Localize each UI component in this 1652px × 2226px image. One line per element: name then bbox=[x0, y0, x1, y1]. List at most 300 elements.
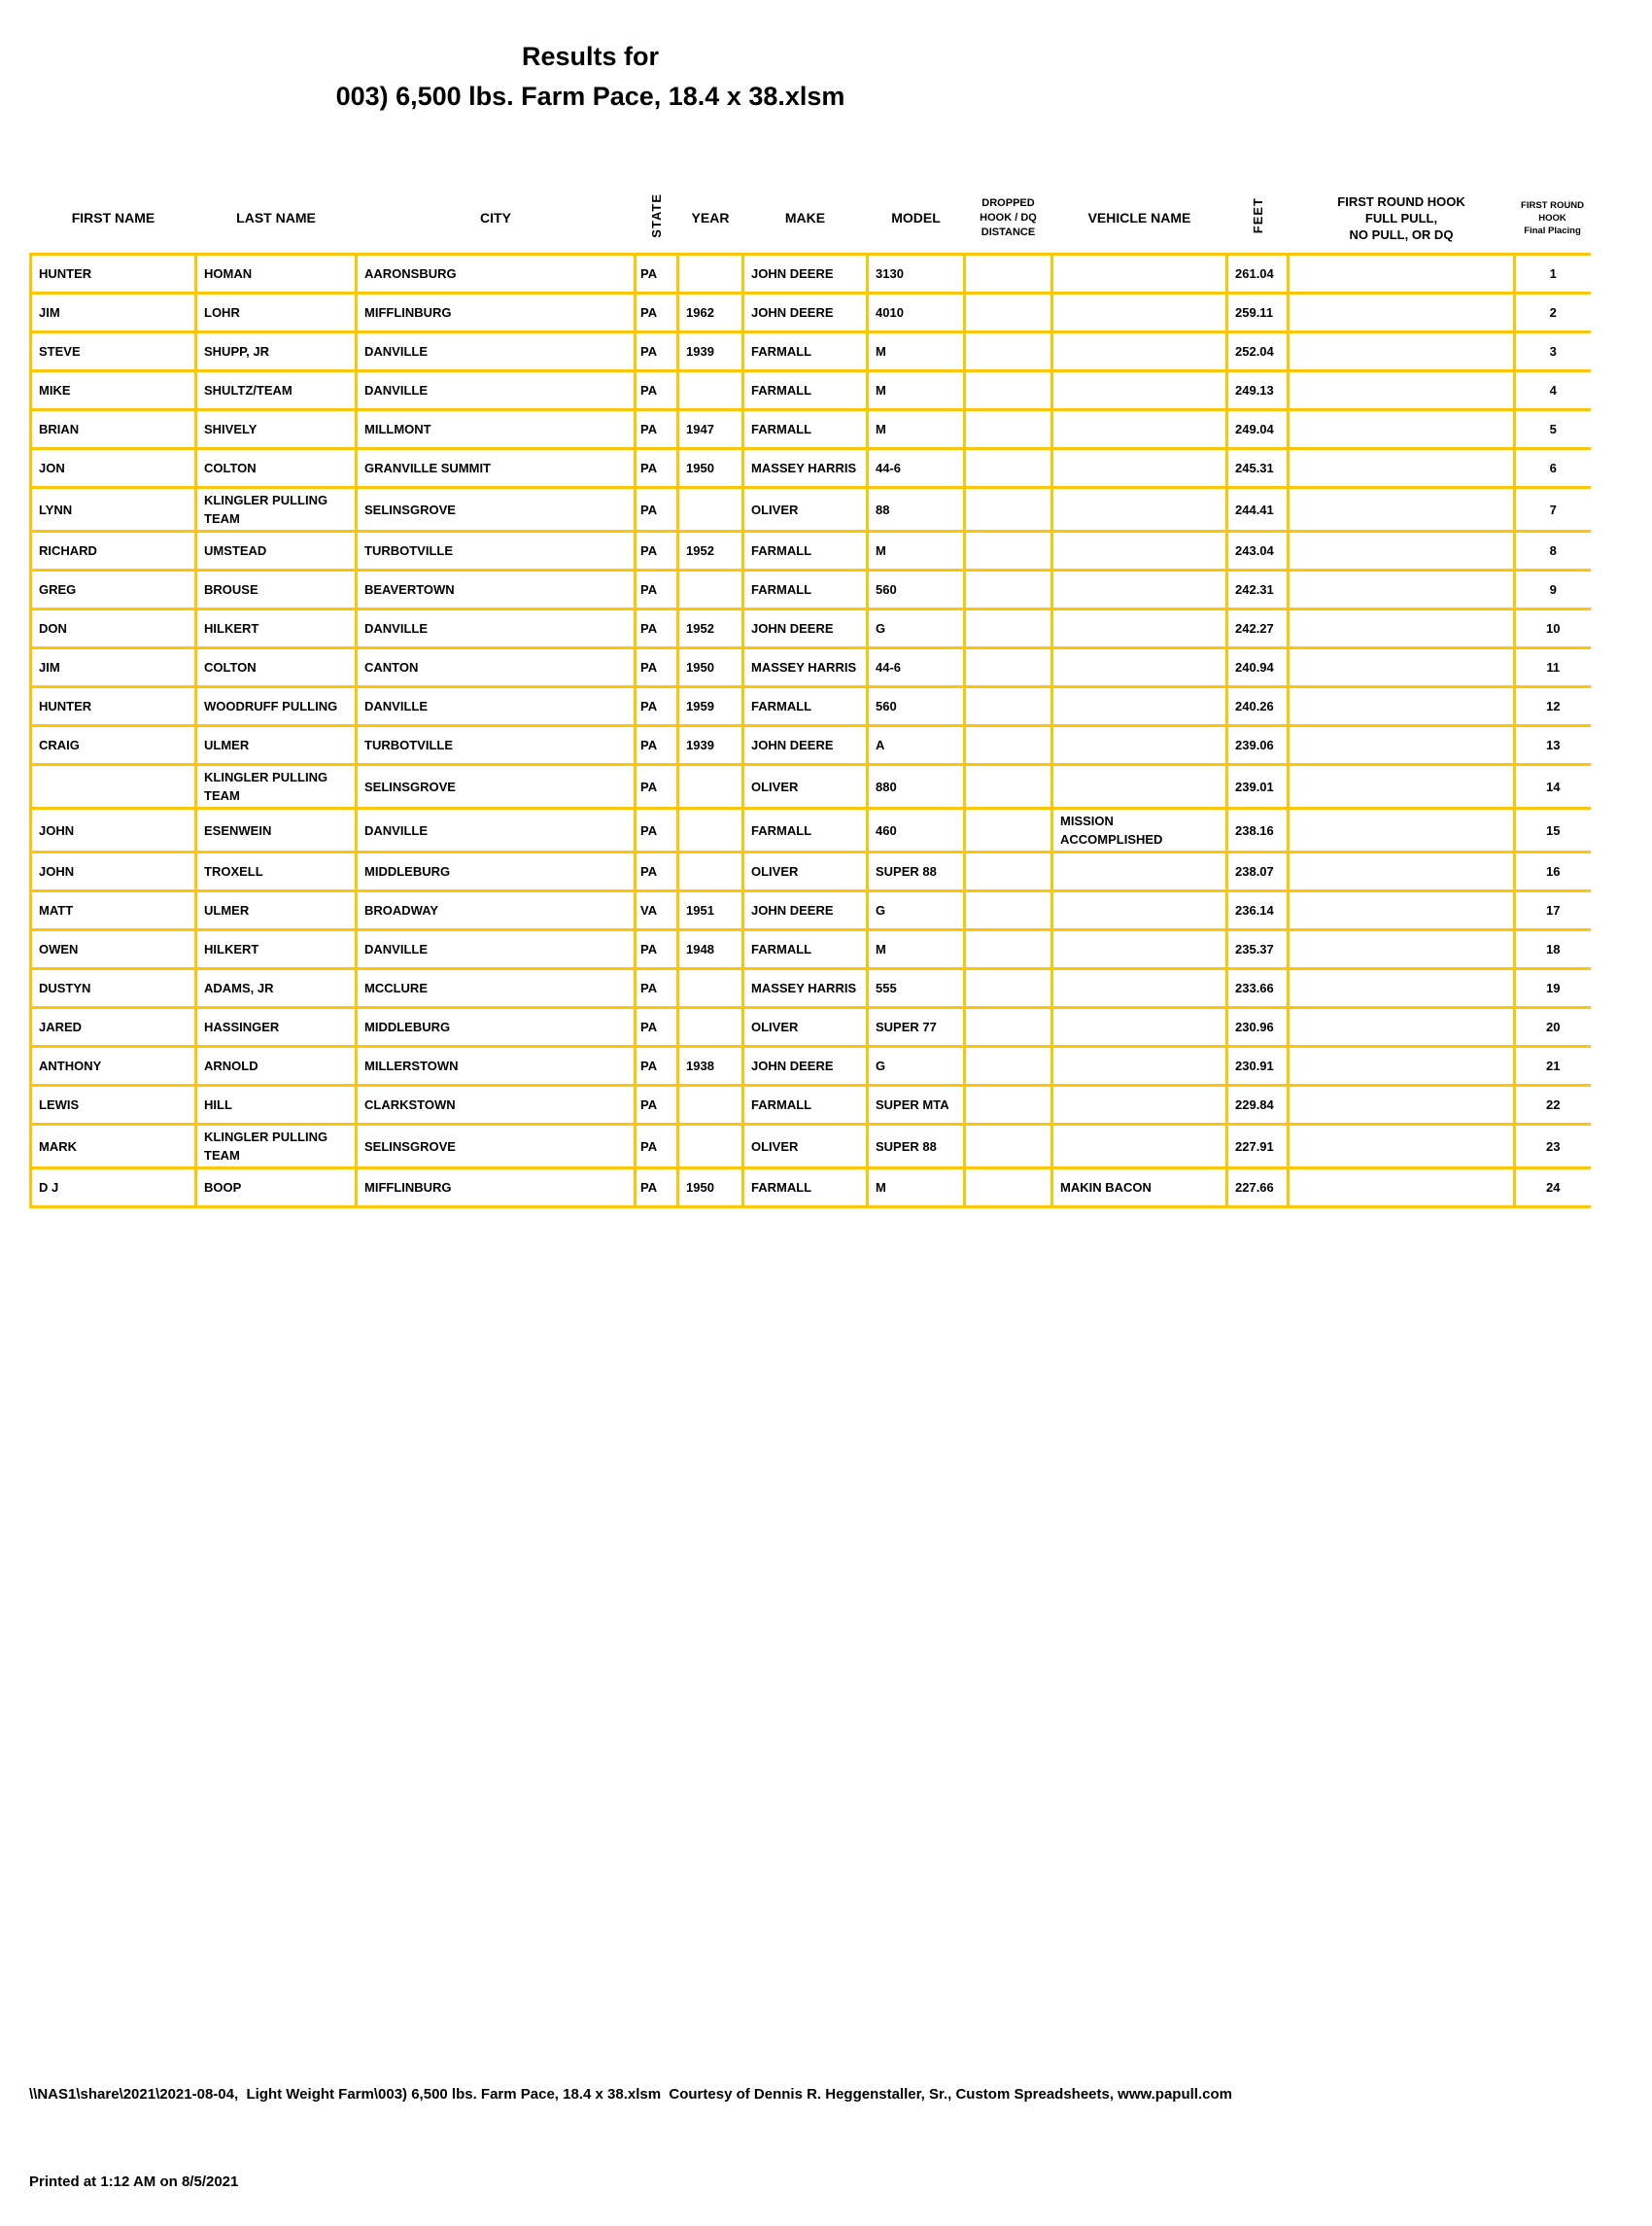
table-row bbox=[31, 1086, 1591, 1125]
cell-year: 1951 bbox=[678, 891, 743, 930]
cell-feet: 240.94 bbox=[1227, 648, 1289, 687]
cell-frh bbox=[1289, 930, 1515, 969]
table-body bbox=[31, 255, 1591, 1207]
cell-make: JOHN DEERE bbox=[743, 891, 868, 930]
cell-make: JOHN DEERE bbox=[743, 1047, 868, 1086]
cell-vehicle bbox=[1052, 1086, 1227, 1125]
cell-placing: 18 bbox=[1515, 930, 1591, 969]
cell-year bbox=[678, 1008, 743, 1047]
cell-make: FARMALL bbox=[743, 1086, 868, 1125]
cell-make: JOHN DEERE bbox=[743, 609, 868, 648]
cell-model: A bbox=[868, 726, 965, 765]
cell-dropped bbox=[965, 930, 1052, 969]
cell-model: 560 bbox=[868, 571, 965, 609]
cell-year bbox=[678, 1086, 743, 1125]
cell-make: FARMALL bbox=[743, 1168, 868, 1207]
cell-vehicle bbox=[1052, 488, 1227, 532]
cell-year bbox=[678, 571, 743, 609]
cell-last: HILL bbox=[196, 1086, 357, 1125]
vertical-header-label: FEET bbox=[1250, 197, 1265, 234]
column-header-year: YEAR bbox=[678, 183, 743, 255]
cell-dropped bbox=[965, 1168, 1052, 1207]
table-row bbox=[31, 255, 1591, 294]
cell-frh bbox=[1289, 852, 1515, 891]
cell-first: ANTHONY bbox=[31, 1047, 196, 1086]
cell-make: OLIVER bbox=[743, 852, 868, 891]
results-table bbox=[29, 183, 1591, 1208]
cell-placing: 23 bbox=[1515, 1125, 1591, 1168]
cell-vehicle bbox=[1052, 332, 1227, 371]
cell-feet: 236.14 bbox=[1227, 891, 1289, 930]
cell-state: PA bbox=[636, 852, 678, 891]
cell-year: 1962 bbox=[678, 294, 743, 332]
cell-placing: 9 bbox=[1515, 571, 1591, 609]
cell-make: MASSEY HARRIS bbox=[743, 648, 868, 687]
table-row bbox=[31, 449, 1591, 488]
column-header-model: MODEL bbox=[868, 183, 965, 255]
cell-vehicle bbox=[1052, 930, 1227, 969]
cell-model: SUPER 88 bbox=[868, 852, 965, 891]
cell-dropped bbox=[965, 1047, 1052, 1086]
cell-last: ESENWEIN bbox=[196, 809, 357, 852]
cell-state: PA bbox=[636, 571, 678, 609]
cell-feet: 239.01 bbox=[1227, 765, 1289, 809]
cell-last: HOMAN bbox=[196, 255, 357, 294]
cell-model: 555 bbox=[868, 969, 965, 1008]
cell-placing: 4 bbox=[1515, 371, 1591, 410]
cell-last: LOHR bbox=[196, 294, 357, 332]
cell-state: PA bbox=[636, 809, 678, 852]
cell-last: TROXELL bbox=[196, 852, 357, 891]
cell-vehicle bbox=[1052, 687, 1227, 726]
table-row bbox=[31, 294, 1591, 332]
cell-vehicle bbox=[1052, 255, 1227, 294]
cell-first: HUNTER bbox=[31, 255, 196, 294]
cell-placing: 16 bbox=[1515, 852, 1591, 891]
cell-state: PA bbox=[636, 609, 678, 648]
cell-make: FARMALL bbox=[743, 410, 868, 449]
cell-city: GRANVILLE SUMMIT bbox=[357, 449, 636, 488]
cell-last: HILKERT bbox=[196, 930, 357, 969]
cell-frh bbox=[1289, 1047, 1515, 1086]
cell-frh bbox=[1289, 891, 1515, 930]
cell-city: MIFFLINBURG bbox=[357, 294, 636, 332]
cell-dropped bbox=[965, 852, 1052, 891]
table-row bbox=[31, 488, 1591, 532]
table-row bbox=[31, 532, 1591, 571]
cell-last: SHUPP, JR bbox=[196, 332, 357, 371]
cell-state: PA bbox=[636, 648, 678, 687]
cell-last: ADAMS, JR bbox=[196, 969, 357, 1008]
cell-model: SUPER MTA bbox=[868, 1086, 965, 1125]
cell-model: SUPER 77 bbox=[868, 1008, 965, 1047]
cell-state: PA bbox=[636, 726, 678, 765]
cell-vehicle bbox=[1052, 410, 1227, 449]
cell-year bbox=[678, 765, 743, 809]
cell-year: 1950 bbox=[678, 449, 743, 488]
cell-make: FARMALL bbox=[743, 532, 868, 571]
cell-placing: 14 bbox=[1515, 765, 1591, 809]
cell-year bbox=[678, 969, 743, 1008]
cell-feet: 230.96 bbox=[1227, 1008, 1289, 1047]
cell-placing: 24 bbox=[1515, 1168, 1591, 1207]
cell-first: JOHN bbox=[31, 809, 196, 852]
cell-dropped bbox=[965, 488, 1052, 532]
cell-dropped bbox=[965, 891, 1052, 930]
cell-model: 44-6 bbox=[868, 449, 965, 488]
cell-first: JON bbox=[31, 449, 196, 488]
cell-model: 3130 bbox=[868, 255, 965, 294]
table-row bbox=[31, 1168, 1591, 1207]
cell-last: COLTON bbox=[196, 449, 357, 488]
cell-city: DANVILLE bbox=[357, 371, 636, 410]
cell-model: M bbox=[868, 1168, 965, 1207]
cell-year: 1950 bbox=[678, 648, 743, 687]
cell-city: MIFFLINBURG bbox=[357, 1168, 636, 1207]
table-row bbox=[31, 969, 1591, 1008]
cell-frh bbox=[1289, 1008, 1515, 1047]
cell-first: JIM bbox=[31, 648, 196, 687]
cell-dropped bbox=[965, 648, 1052, 687]
cell-make: FARMALL bbox=[743, 809, 868, 852]
cell-state: PA bbox=[636, 255, 678, 294]
cell-frh bbox=[1289, 449, 1515, 488]
cell-frh bbox=[1289, 532, 1515, 571]
cell-dropped bbox=[965, 449, 1052, 488]
cell-first: LEWIS bbox=[31, 1086, 196, 1125]
cell-state: PA bbox=[636, 410, 678, 449]
cell-feet: 261.04 bbox=[1227, 255, 1289, 294]
table-row bbox=[31, 765, 1591, 809]
column-header-dropped: DROPPED HOOK / DQ DISTANCE bbox=[965, 183, 1052, 255]
cell-last: KLINGLER PULLING TEAM bbox=[196, 488, 357, 532]
cell-feet: 240.26 bbox=[1227, 687, 1289, 726]
cell-model: G bbox=[868, 1047, 965, 1086]
cell-city: BEAVERTOWN bbox=[357, 571, 636, 609]
cell-placing: 21 bbox=[1515, 1047, 1591, 1086]
cell-model: 4010 bbox=[868, 294, 965, 332]
table-row bbox=[31, 648, 1591, 687]
cell-first: HUNTER bbox=[31, 687, 196, 726]
cell-city: SELINSGROVE bbox=[357, 1125, 636, 1168]
table-row bbox=[31, 1125, 1591, 1168]
cell-feet: 238.16 bbox=[1227, 809, 1289, 852]
cell-last: KLINGLER PULLING TEAM bbox=[196, 765, 357, 809]
cell-dropped bbox=[965, 687, 1052, 726]
cell-last: HILKERT bbox=[196, 609, 357, 648]
cell-make: JOHN DEERE bbox=[743, 726, 868, 765]
cell-make: FARMALL bbox=[743, 371, 868, 410]
cell-frh bbox=[1289, 255, 1515, 294]
table-row bbox=[31, 571, 1591, 609]
cell-city: DANVILLE bbox=[357, 930, 636, 969]
cell-state: PA bbox=[636, 969, 678, 1008]
cell-city: DANVILLE bbox=[357, 609, 636, 648]
cell-first: BRIAN bbox=[31, 410, 196, 449]
cell-year: 1939 bbox=[678, 726, 743, 765]
cell-year: 1950 bbox=[678, 1168, 743, 1207]
cell-placing: 6 bbox=[1515, 449, 1591, 488]
cell-make: MASSEY HARRIS bbox=[743, 449, 868, 488]
cell-year bbox=[678, 809, 743, 852]
cell-frh bbox=[1289, 726, 1515, 765]
cell-frh bbox=[1289, 1125, 1515, 1168]
table-row bbox=[31, 332, 1591, 371]
cell-model: G bbox=[868, 609, 965, 648]
cell-dropped bbox=[965, 532, 1052, 571]
cell-placing: 8 bbox=[1515, 532, 1591, 571]
cell-vehicle bbox=[1052, 1125, 1227, 1168]
cell-first: GREG bbox=[31, 571, 196, 609]
cell-dropped bbox=[965, 294, 1052, 332]
cell-first: LYNN bbox=[31, 488, 196, 532]
cell-state: PA bbox=[636, 1125, 678, 1168]
cell-year bbox=[678, 255, 743, 294]
cell-first bbox=[31, 765, 196, 809]
cell-year: 1948 bbox=[678, 930, 743, 969]
table-row bbox=[31, 371, 1591, 410]
cell-placing: 1 bbox=[1515, 255, 1591, 294]
column-header-city: CITY bbox=[357, 183, 636, 255]
page-title: Results for bbox=[521, 42, 660, 71]
cell-city: DANVILLE bbox=[357, 332, 636, 371]
cell-year bbox=[678, 852, 743, 891]
cell-first: D J bbox=[31, 1168, 196, 1207]
cell-year: 1952 bbox=[678, 532, 743, 571]
cell-frh bbox=[1289, 969, 1515, 1008]
cell-last: WOODRUFF PULLING bbox=[196, 687, 357, 726]
cell-dropped bbox=[965, 726, 1052, 765]
cell-frh bbox=[1289, 332, 1515, 371]
cell-frh bbox=[1289, 648, 1515, 687]
cell-feet: 235.37 bbox=[1227, 930, 1289, 969]
cell-model: M bbox=[868, 532, 965, 571]
cell-city: SELINSGROVE bbox=[357, 765, 636, 809]
column-header-feet bbox=[1227, 183, 1289, 255]
cell-feet: 252.04 bbox=[1227, 332, 1289, 371]
cell-model: 560 bbox=[868, 687, 965, 726]
cell-state: PA bbox=[636, 488, 678, 532]
cell-dropped bbox=[965, 609, 1052, 648]
cell-model: SUPER 88 bbox=[868, 1125, 965, 1168]
cell-model: 880 bbox=[868, 765, 965, 809]
cell-city: DANVILLE bbox=[357, 809, 636, 852]
cell-year bbox=[678, 1125, 743, 1168]
cell-first: RICHARD bbox=[31, 532, 196, 571]
cell-vehicle bbox=[1052, 1008, 1227, 1047]
table-row bbox=[31, 891, 1591, 930]
cell-placing: 5 bbox=[1515, 410, 1591, 449]
cell-frh bbox=[1289, 687, 1515, 726]
cell-year bbox=[678, 371, 743, 410]
cell-make: MASSEY HARRIS bbox=[743, 969, 868, 1008]
cell-frh bbox=[1289, 809, 1515, 852]
cell-last: ULMER bbox=[196, 726, 357, 765]
cell-last: SHIVELY bbox=[196, 410, 357, 449]
cell-make: JOHN DEERE bbox=[743, 255, 868, 294]
cell-state: PA bbox=[636, 1086, 678, 1125]
cell-vehicle bbox=[1052, 571, 1227, 609]
cell-model: M bbox=[868, 410, 965, 449]
cell-vehicle bbox=[1052, 294, 1227, 332]
cell-city: MILLMONT bbox=[357, 410, 636, 449]
cell-vehicle bbox=[1052, 765, 1227, 809]
cell-last: BROUSE bbox=[196, 571, 357, 609]
cell-city: MILLERSTOWN bbox=[357, 1047, 636, 1086]
table-row bbox=[31, 687, 1591, 726]
cell-vehicle: MAKIN BACON bbox=[1052, 1168, 1227, 1207]
cell-last: SHULTZ/TEAM bbox=[196, 371, 357, 410]
column-header-last: LAST NAME bbox=[196, 183, 357, 255]
cell-frh bbox=[1289, 371, 1515, 410]
column-header-first: FIRST NAME bbox=[31, 183, 196, 255]
cell-state: PA bbox=[636, 1008, 678, 1047]
cell-placing: 10 bbox=[1515, 609, 1591, 648]
cell-vehicle bbox=[1052, 609, 1227, 648]
table-row bbox=[31, 852, 1591, 891]
cell-vehicle: MISSION ACCOMPLISHED bbox=[1052, 809, 1227, 852]
column-header-vehicle: VEHICLE NAME bbox=[1052, 183, 1227, 255]
cell-make: OLIVER bbox=[743, 765, 868, 809]
cell-make: OLIVER bbox=[743, 488, 868, 532]
cell-feet: 242.27 bbox=[1227, 609, 1289, 648]
cell-frh bbox=[1289, 410, 1515, 449]
cell-feet: 259.11 bbox=[1227, 294, 1289, 332]
cell-feet: 244.41 bbox=[1227, 488, 1289, 532]
cell-placing: 12 bbox=[1515, 687, 1591, 726]
cell-last: ULMER bbox=[196, 891, 357, 930]
cell-dropped bbox=[965, 255, 1052, 294]
cell-model: M bbox=[868, 371, 965, 410]
cell-feet: 233.66 bbox=[1227, 969, 1289, 1008]
cell-model: 88 bbox=[868, 488, 965, 532]
table-row bbox=[31, 1047, 1591, 1086]
cell-dropped bbox=[965, 1086, 1052, 1125]
cell-make: FARMALL bbox=[743, 571, 868, 609]
cell-frh bbox=[1289, 609, 1515, 648]
cell-make: FARMALL bbox=[743, 687, 868, 726]
cell-last: ARNOLD bbox=[196, 1047, 357, 1086]
cell-placing: 13 bbox=[1515, 726, 1591, 765]
cell-feet: 249.04 bbox=[1227, 410, 1289, 449]
report-title-block bbox=[0, 0, 1181, 112]
table-row bbox=[31, 930, 1591, 969]
cell-vehicle bbox=[1052, 371, 1227, 410]
cell-placing: 22 bbox=[1515, 1086, 1591, 1125]
cell-state: VA bbox=[636, 891, 678, 930]
cell-feet: 238.07 bbox=[1227, 852, 1289, 891]
table-row bbox=[31, 609, 1591, 648]
cell-state: PA bbox=[636, 449, 678, 488]
page-subtitle: 003) 6,500 lbs. Farm Pace, 18.4 x 38.xlsm bbox=[335, 82, 845, 111]
cell-city: CANTON bbox=[357, 648, 636, 687]
cell-city: DANVILLE bbox=[357, 687, 636, 726]
cell-placing: 11 bbox=[1515, 648, 1591, 687]
column-header-make: MAKE bbox=[743, 183, 868, 255]
table-row bbox=[31, 410, 1591, 449]
cell-feet: 243.04 bbox=[1227, 532, 1289, 571]
cell-feet: 229.84 bbox=[1227, 1086, 1289, 1125]
cell-first: DUSTYN bbox=[31, 969, 196, 1008]
cell-placing: 15 bbox=[1515, 809, 1591, 852]
cell-state: PA bbox=[636, 532, 678, 571]
cell-frh bbox=[1289, 488, 1515, 532]
cell-year: 1959 bbox=[678, 687, 743, 726]
cell-state: PA bbox=[636, 930, 678, 969]
cell-city: BROADWAY bbox=[357, 891, 636, 930]
cell-last: HASSINGER bbox=[196, 1008, 357, 1047]
cell-dropped bbox=[965, 571, 1052, 609]
cell-frh bbox=[1289, 765, 1515, 809]
footer-printed-line: Printed at 1:12 AM on 8/5/2021 bbox=[29, 2174, 239, 2190]
cell-last: UMSTEAD bbox=[196, 532, 357, 571]
cell-year: 1939 bbox=[678, 332, 743, 371]
cell-dropped bbox=[965, 969, 1052, 1008]
cell-feet: 239.06 bbox=[1227, 726, 1289, 765]
cell-dropped bbox=[965, 410, 1052, 449]
cell-state: PA bbox=[636, 1047, 678, 1086]
cell-year: 1947 bbox=[678, 410, 743, 449]
cell-make: FARMALL bbox=[743, 332, 868, 371]
cell-model: M bbox=[868, 332, 965, 371]
cell-dropped bbox=[965, 332, 1052, 371]
cell-frh bbox=[1289, 1168, 1515, 1207]
cell-city: MIDDLEBURG bbox=[357, 852, 636, 891]
cell-first: JOHN bbox=[31, 852, 196, 891]
cell-first: OWEN bbox=[31, 930, 196, 969]
cell-dropped bbox=[965, 371, 1052, 410]
cell-placing: 20 bbox=[1515, 1008, 1591, 1047]
cell-placing: 3 bbox=[1515, 332, 1591, 371]
cell-last: KLINGLER PULLING TEAM bbox=[196, 1125, 357, 1168]
cell-state: PA bbox=[636, 765, 678, 809]
cell-placing: 17 bbox=[1515, 891, 1591, 930]
cell-last: BOOP bbox=[196, 1168, 357, 1207]
cell-city: CLARKSTOWN bbox=[357, 1086, 636, 1125]
cell-make: JOHN DEERE bbox=[743, 294, 868, 332]
cell-feet: 227.91 bbox=[1227, 1125, 1289, 1168]
cell-frh bbox=[1289, 571, 1515, 609]
cell-first: DON bbox=[31, 609, 196, 648]
cell-feet: 242.31 bbox=[1227, 571, 1289, 609]
column-header-placing: FIRST ROUND HOOK Final Placing bbox=[1515, 183, 1591, 255]
footer-path-line: \\NAS1\share\2021\2021-08-04, Light Weight Farm\003) 6,500 lbs. Farm Pace, 18.4 x 38.xlsm Courtesy of Dennis R. Heggenstaller, Sr., Custom Spreadsheets, www.papull.com bbox=[29, 2086, 1232, 2103]
cell-city: TURBOTVILLE bbox=[357, 532, 636, 571]
cell-vehicle bbox=[1052, 449, 1227, 488]
cell-city: SELINSGROVE bbox=[357, 488, 636, 532]
cell-first: JARED bbox=[31, 1008, 196, 1047]
cell-city: MCCLURE bbox=[357, 969, 636, 1008]
table-header bbox=[31, 183, 1591, 255]
cell-model: 44-6 bbox=[868, 648, 965, 687]
cell-first: MARK bbox=[31, 1125, 196, 1168]
cell-year: 1938 bbox=[678, 1047, 743, 1086]
cell-feet: 227.66 bbox=[1227, 1168, 1289, 1207]
cell-feet: 230.91 bbox=[1227, 1047, 1289, 1086]
cell-vehicle bbox=[1052, 891, 1227, 930]
cell-feet: 245.31 bbox=[1227, 449, 1289, 488]
cell-city: MIDDLEBURG bbox=[357, 1008, 636, 1047]
table-row bbox=[31, 726, 1591, 765]
table-row bbox=[31, 809, 1591, 852]
column-header-state bbox=[636, 183, 678, 255]
cell-make: OLIVER bbox=[743, 1125, 868, 1168]
cell-year bbox=[678, 488, 743, 532]
table-row bbox=[31, 1008, 1591, 1047]
vertical-header-label: STATE bbox=[649, 193, 664, 238]
cell-vehicle bbox=[1052, 969, 1227, 1008]
cell-frh bbox=[1289, 1086, 1515, 1125]
